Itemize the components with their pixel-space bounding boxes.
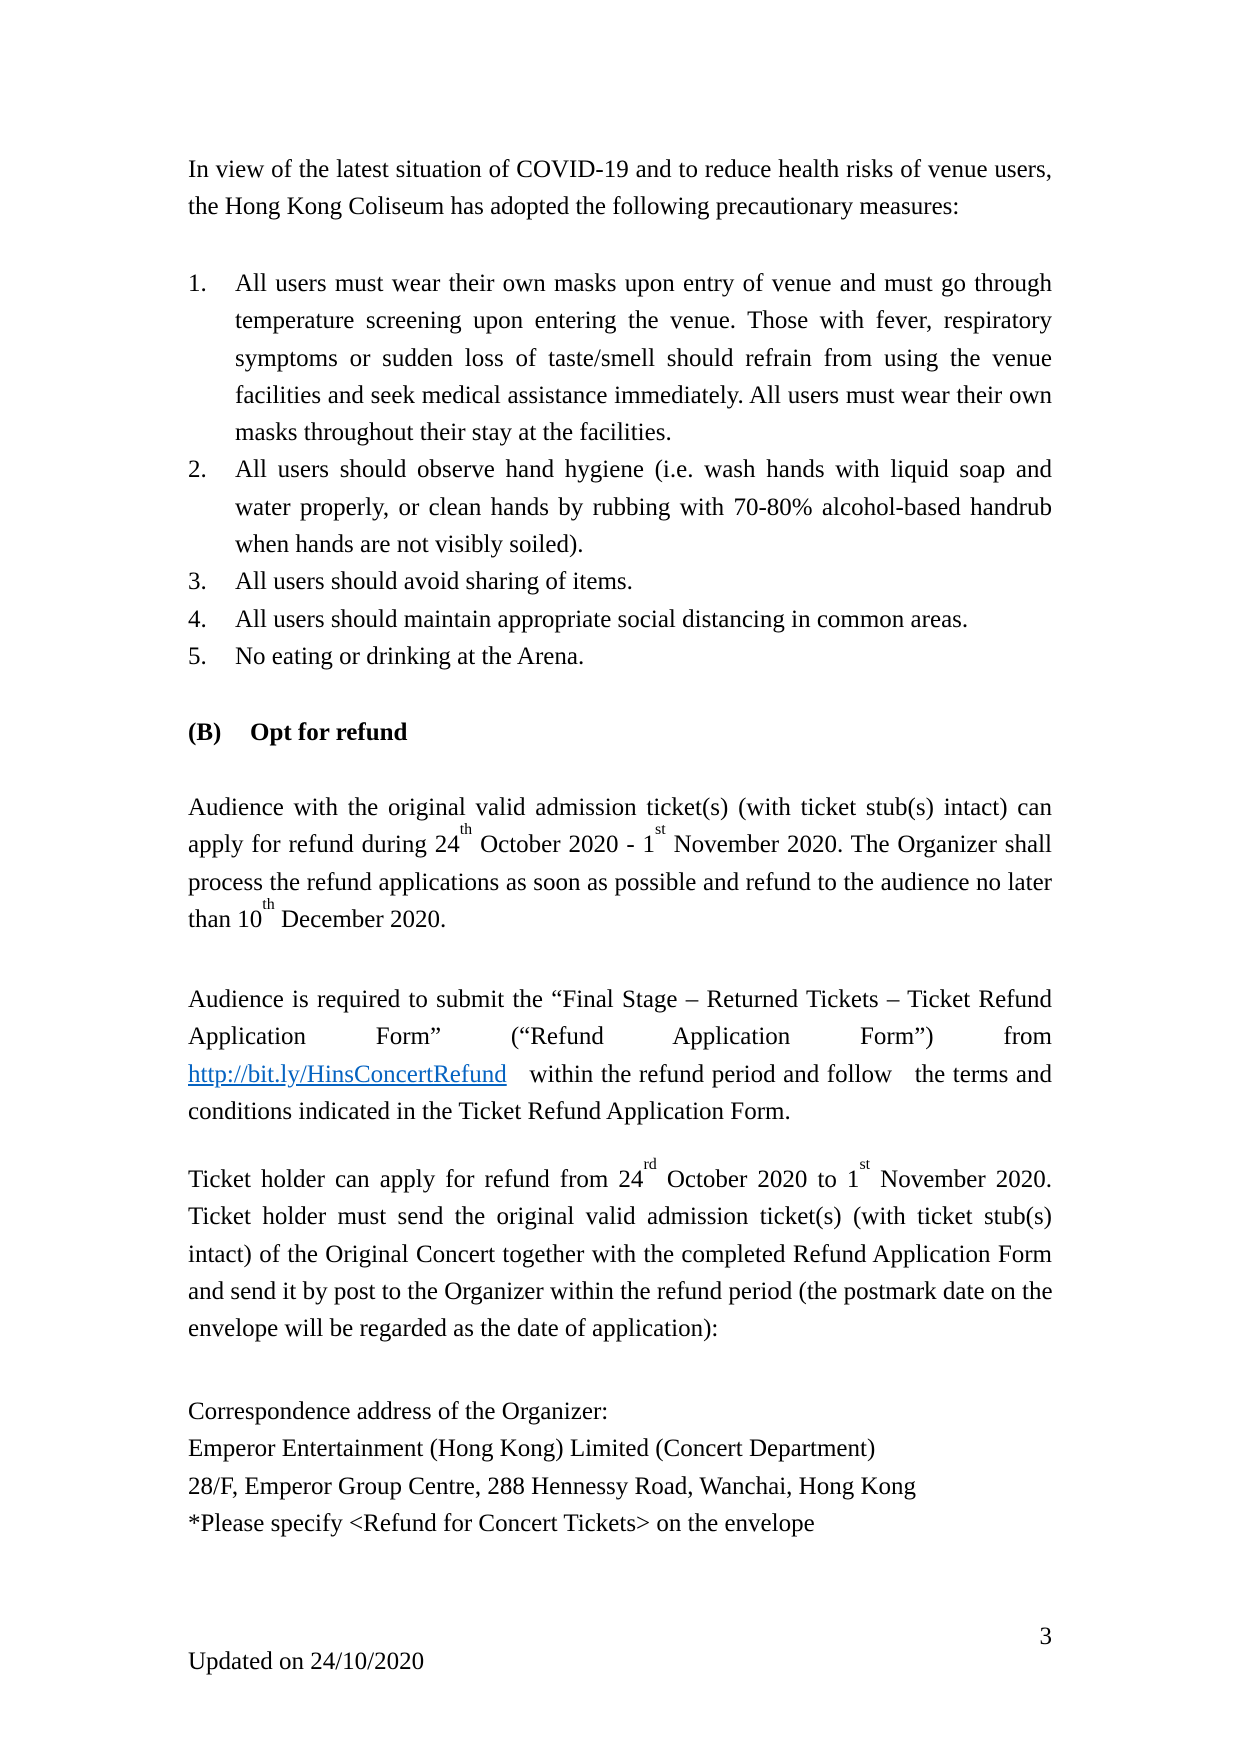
text-line [235, 377, 1052, 414]
text-run: Ticket holder can apply for refund from 24 [188, 1166, 644, 1193]
text-run: All users should observe hand hygiene (i.e. wash hands with liquid soap and [235, 456, 1052, 484]
text-line [188, 1198, 1052, 1235]
text-run: water properly, or clean hands by rubbing with 70-80% alcohol-based handrub [235, 493, 1052, 521]
text-line [188, 1468, 1052, 1505]
text-run: Application Form” (“Refund Application Form”) from [188, 1023, 1052, 1051]
text-run: In view of the latest situation of COVID-19 and to reduce health risks of venue users, [188, 156, 1052, 183]
ordinal-superscript: st [655, 820, 666, 838]
text-line [188, 1310, 1052, 1347]
text-run: masks throughout their stay at the facilities. [235, 419, 672, 447]
text-line [188, 864, 1052, 901]
list-number: 1. [188, 270, 207, 297]
section-label: (B) [188, 719, 222, 746]
list-number: 5. [188, 642, 207, 670]
text-run: than 10 [188, 905, 263, 933]
text-run: 28/F, Emperor Group Centre, 288 Hennessy Road, Wanchai, Hong Kong [188, 1472, 917, 1500]
refund-period-paragraph [188, 789, 1052, 938]
text-line [188, 1505, 1052, 1542]
address-block [188, 1393, 1052, 1542]
text-run: All users must wear their own masks upon entry of venue and must go through [235, 270, 1052, 297]
text-line [188, 789, 1052, 826]
text-run: Emperor Entertainment (Hong Kong) Limited (Concert Department) [188, 1435, 876, 1463]
text-line [235, 638, 1052, 675]
text-run: within the refund period and follow the terms and [506, 1060, 1052, 1088]
text-line [235, 340, 1052, 377]
text-run: conditions indicated in the Ticket Refund Application Form. [188, 1097, 791, 1125]
refund-form-link[interactable]: http://bit.ly/HinsConcertRefund [188, 1060, 507, 1088]
text-run: the Hong Kong Coliseum has adopted the following precautionary measures: [188, 193, 960, 221]
text-run: facilities and seek medical assistance immediately. All users must wear their own [235, 381, 1052, 409]
text-run: apply for refund during 24 [188, 831, 460, 859]
text-run: intact) of the Original Concert together with the completed Refund Application Form [188, 1240, 1052, 1268]
text-run: Audience with the original valid admission ticket(s) (with ticket stub(s) intact) can [188, 794, 1052, 821]
text-run: No eating or drinking at the Arena. [235, 642, 585, 670]
list-number: 3. [188, 568, 207, 596]
text-line [235, 601, 1052, 638]
refund-form-paragraph [188, 981, 1052, 1130]
text-run: envelope will be regarded as the date of application): [188, 1315, 719, 1343]
text-line [188, 1018, 1052, 1055]
list-number: 2. [188, 456, 207, 484]
refund-mail-paragraph [188, 1155, 1053, 1347]
text-run: and send it by post to the Organizer within the refund period (the postmark date on the [188, 1277, 1053, 1305]
text-line [188, 1155, 1052, 1198]
list-item [188, 265, 1052, 451]
text-line [188, 1430, 1052, 1467]
text-run: temperature screening upon entering the venue. Those with fever, respiratory [235, 307, 1052, 335]
text-run: process the refund applications as soon as possible and refund to the audience no later [188, 868, 1052, 896]
footer-updated-date: Updated on 24/10/2020 [188, 1648, 425, 1675]
measures-list [188, 265, 1052, 675]
text-run: symptoms or sudden loss of taste/smell should refrain from using the venue [235, 344, 1052, 372]
ordinal-superscript: th [459, 820, 473, 838]
text-run: All users should maintain appropriate social distancing in common areas. [235, 605, 969, 633]
text-line [235, 526, 1052, 563]
list-item [188, 451, 1052, 563]
text-line [188, 895, 1052, 938]
text-line [235, 265, 1052, 302]
text-line [188, 981, 1052, 1018]
list-item [188, 601, 1052, 638]
text-run: October 2020 to 1 [656, 1166, 860, 1193]
text-run: November 2020. The Organizer shall [665, 831, 1052, 859]
text-line [188, 151, 1052, 188]
text-line [188, 1393, 1052, 1430]
text-run: October 2020 - 1 [472, 831, 656, 859]
text-line [188, 1056, 1052, 1093]
refund-section-heading [188, 714, 1052, 751]
text-line [235, 451, 1052, 488]
ordinal-superscript: st [859, 1155, 871, 1173]
text-line [235, 302, 1052, 339]
text-line [188, 1236, 1052, 1273]
text-line [188, 1273, 1052, 1310]
text-line [235, 414, 1052, 451]
text-run: Audience is required to submit the “Final Stage – Returned Tickets – Ticket Refund [188, 986, 1052, 1013]
section-title: Opt for refund [250, 719, 408, 746]
text-run: *Please specify <Refund for Concert Tickets> on the envelope [188, 1509, 815, 1537]
ordinal-superscript: rd [643, 1155, 657, 1173]
text-run: Ticket holder must send the original valid admission ticket(s) (with ticket stub(s) [188, 1203, 1052, 1231]
list-item [188, 563, 1052, 600]
text-run: when hands are not visibly soiled). [235, 531, 584, 559]
list-number: 4. [188, 605, 207, 633]
list-item [188, 638, 1052, 675]
text-line [235, 563, 1052, 600]
ordinal-superscript: th [262, 895, 275, 913]
page-number: 3 [1039, 1623, 1052, 1650]
text-run: November 2020. [870, 1166, 1052, 1193]
text-line [188, 188, 1052, 225]
text-line [188, 820, 1052, 863]
intro-paragraph [188, 151, 1052, 226]
text-run: All users should avoid sharing of items. [235, 568, 633, 596]
text-line [188, 1093, 1052, 1130]
text-run: Correspondence address of the Organizer: [188, 1398, 609, 1425]
text-line [235, 489, 1052, 526]
text-run: December 2020. [274, 905, 447, 933]
